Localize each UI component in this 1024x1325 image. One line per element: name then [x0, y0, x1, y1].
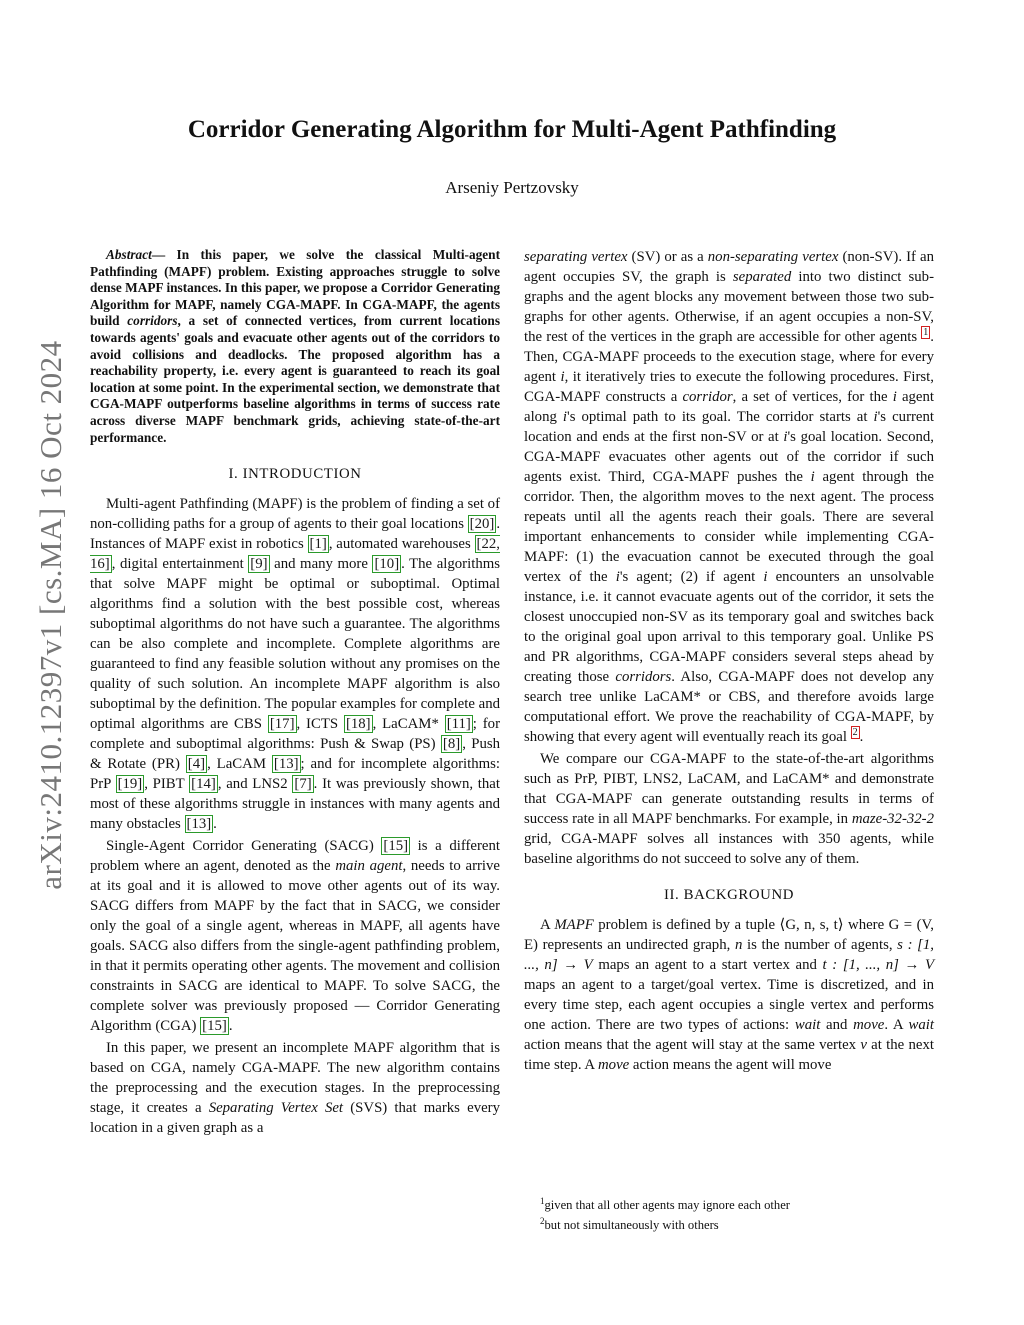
abstract-label: Abstract [106, 247, 152, 262]
intro-paragraph-4: We compare our CGA-MAPF to the state-of-the-art algorithms such as PrP, PIBT, LNS2, LaCAM, and LaCAM* and demonstrate that CGA-MAPF can generate outstanding results in terms of success rate in all MAPF benchmarks. For example, in maze-32-32-2 grid, CGA-MAPF solves all instances with 350 agents, while baseline algorithms do not succeed to solve any of them. [524, 751, 934, 867]
arxiv-sidebar [26, 265, 76, 965]
footnote-2: $^2$but not simultaneously with others [540, 1216, 719, 1233]
intro-paragraph-3: In this paper, we present an incomplete MAPF algorithm that is based on CGA, namely CGA-MAPF. The new algorithm contains the preprocessing and the execution stages. In the preprocessing stage, it creates a Separating Vertex Set (SVS) that marks every location in a given graph as a [90, 1040, 500, 1137]
citation-link[interactable]: [4] [187, 756, 206, 773]
background-paragraph-1: A MAPF problem is defined by a tuple ⟨G, n, s, t⟩ where G = (V, E) represents an undirected graph, n is the number of agents, s : [1, ..., n] → V maps an agent to a start vertex and t : [1, ..., n] → V maps an agent to a target/goal vertex. Time is discretized, and in every time step, each agent occupies a single vertex and performs one action. There are two types of actions: wait and move. A wait action means that the agent will stay at the same vertex v at the next time step. A move action means the agent will move [524, 917, 935, 1073]
citation-link[interactable]: [15] [202, 1018, 227, 1035]
citation-link[interactable]: [1] [309, 536, 327, 553]
citation-link[interactable]: [7] [294, 776, 312, 793]
right-column [524, 247, 934, 1077]
intro-paragraph-2: Single-Agent Corridor Generating (SACG) [15] is a different problem where an agent, denoted as the main agent, needs to arrive at its goal and it is allowed to move other agents out of its way. SACG differs from MAPF by the fact that in SACG, we consider only the goal of a single agent, whereas in MAPF, all agents have goals. SACG also differs from the single-agent pathfinding problem, in that it permits operating other agents. The movement and collision constraints in SACG are identical to MAPF. To solve SACG, the complete solver was previously proposed — Corridor Generating Algorithm (CGA) [15] . [90, 838, 501, 1035]
footnote-link[interactable]: 1 [923, 327, 929, 339]
section-heading-introduction: I. INTRODUCTION [228, 466, 362, 483]
paper-author: Arseniy Pertzovsky [445, 178, 579, 197]
citation-link[interactable]: [15] [383, 838, 409, 855]
left-column [90, 247, 500, 1140]
citation-link[interactable]: [17] [269, 716, 295, 733]
citation-link[interactable]: [9] [250, 556, 268, 573]
citation-link[interactable]: [11] [446, 716, 471, 733]
paper-title: Corridor Generating Algorithm for Multi-Agent Pathfinding [187, 116, 837, 143]
citation-link[interactable]: [10] [374, 556, 400, 573]
footnote-link[interactable]: 2 [852, 727, 858, 739]
section-heading-background: II. BACKGROUND [663, 887, 795, 903]
arxiv-identifier: arXiv:2410.12397v1 [cs.MA] 16 Oct 2024 [33, 340, 68, 890]
citation-link[interactable]: [8] [442, 736, 461, 753]
intro-paragraph-3-continued: separating vertex (SV) or as a non-separating vertex (non-SV). If an agent occupies SV, the graph is separated into two distinct sub-graphs and the agent blocks any movement between those two sub-graphs for other agents. Otherwise, if an agent occupies a non-SV, the rest of the vertices in the graph are accessible for other agents $^1$ . Then, CGA-MAPF proceeds to the execution stage, where for every agent i, it iteratively tries to execute the following procedures. First, CGA-MAPF constructs a corridor, a set of vertices, for the i agent along i's optimal path to its goal. The corridor starts at i's current location and ends at the first non-SV or at i's goal location. Second, CGA-MAPF evacuates other agents out of the corridor if such agents exist. Third, CGA-MAPF pushes the i agent through the corridor. Then, the algorithm moves to the next agent. The process repeats until all the agents reach their goals. There are several important enhancements to consider while implementing CGA-MAPF: (1) the evacuation cannot be executed through the goal vertex of the i's agent; (2) if agent i encounters an unsolvable instance, i.e. it cannot evacuate agents out of the corridor, it sets the closest unoccupied non-SV as its temporary goal and switches back to the original goal upon arrival to this temporary goal. Unlike PS and PR algorithms, CGA-MAPF considers several steps ahead by creating those corridors. Also, CGA-MAPF does not develop any search tree unlike LaCAM* or CBS, and therefore avoids large computational effort. We prove the reachability of CGA-MAPF, by showing that every agent will eventually reach its goal $^2$ . [524, 249, 935, 745]
abstract: Abstract— In this paper, we solve the classical Multi-agent Pathfinding (MAPF) problem. Existing approaches struggle to solve dense MAPF instances. In this paper, we propose a Corridor Generating Algorithm for MAPF, namely CGA-MAPF. In CGA-MAPF, the agents build corridors, a set of connected vertices, from current locations towards agents' goals and evacuate other agents out of the corridors to avoid collisions and deadlocks. The proposed algorithm has a reachability property, i.e. every agent is guaranteed to reach its goal location at some point. In the experimental section, we demonstrate that CGA-MAPF outperforms baseline algorithms in terms of success rate across diverse MAPF benchmark grids, achieving state-of-the-art performance. [90, 247, 501, 445]
citation-link[interactable]: [19] [117, 776, 143, 793]
citation-link[interactable]: [13] [273, 756, 299, 773]
footnote-1: $^1$given that all other agents may ignore each other [540, 1196, 790, 1213]
citation-link[interactable]: [13] [186, 816, 212, 833]
citation-link[interactable]: [14] [191, 776, 216, 793]
citation-link[interactable]: [22, 16] [90, 536, 500, 573]
intro-paragraph-1: Multi-agent Pathfinding (MAPF) is the problem of finding a set of non-colliding paths for a group of agents to their goal locations [20] . Instances of MAPF exist in robotics [1] , automated warehouses [22, 16] , digital entertainment [9] and many more [10] . The algorithms that solve MAPF might be optimal or suboptimal. Optimal algorithms find a solution with the best possible cost, whereas suboptimal algorithms do not have such a guarantee. The algorithms can be also complete and incomplete. Complete algorithms are guaranteed to find any feasible solution without any promises on the quality of such solution. An incomplete MAPF algorithm is also suboptimal by the definition. The popular examples for complete and optimal algorithms are CBS [17] , ICTS [18] , LaCAM* [11] ; for complete and suboptimal algorithms: Push & Swap (PS) [8] , Push & Rotate (PR) [4] , LaCAM [13] ; and for incomplete algorithms: PrP [19] , PIBT [14] , and LNS2 [7] . It was previously shown, that most of these algorithms struggle in instances with many agents and many obstacles [13] . [90, 496, 501, 833]
citation-link[interactable]: [18] [345, 716, 371, 733]
citation-link[interactable]: [20] [469, 516, 495, 533]
footnotes [524, 1193, 934, 1233]
